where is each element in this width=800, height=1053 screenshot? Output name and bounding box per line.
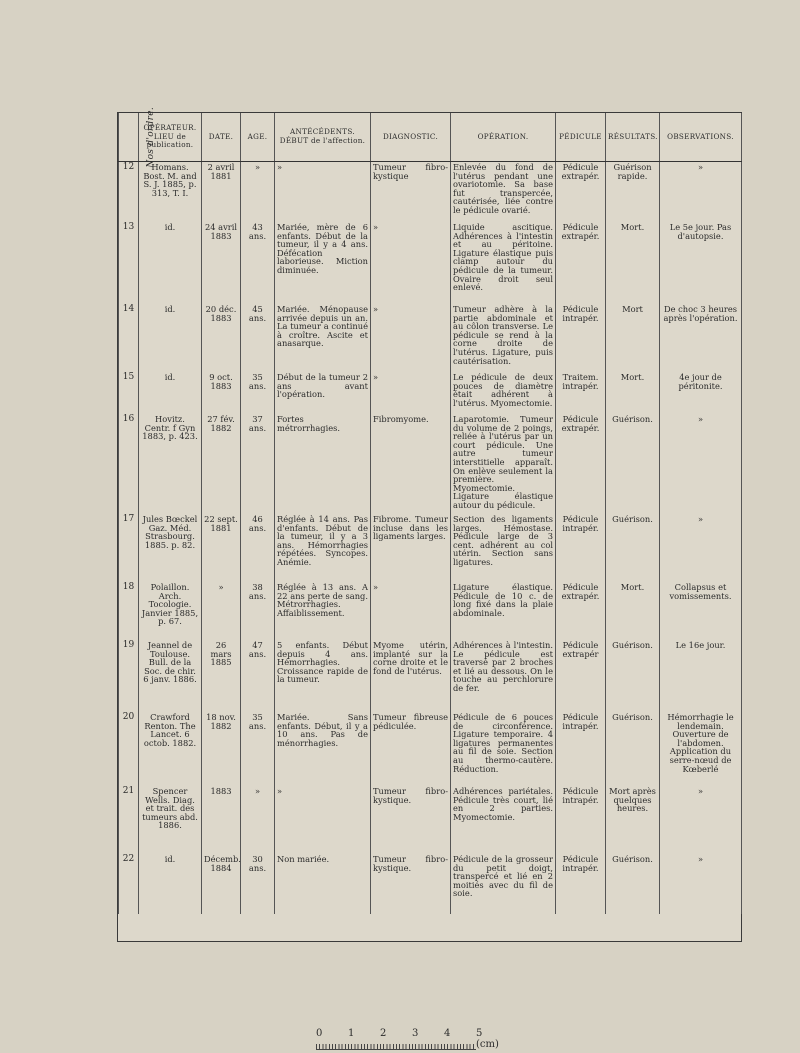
pedicule-cell: Pédicule extrapér.	[556, 414, 606, 514]
case-number: 14	[119, 304, 139, 372]
result-cell: Guérison.	[606, 854, 660, 914]
age-cell: »	[241, 162, 275, 223]
operation-cell: Enlevée du fond de l'utérus pendant une ovariotomie. Sa base fut transpercée, cautérisée, liée contre le pédicule ovarié.	[451, 162, 556, 223]
age-cell: 46 ans.	[241, 514, 275, 582]
case-number: 17	[119, 514, 139, 582]
pedicule-cell: Pédicule intrapér.	[556, 514, 606, 582]
operator-cell: Jules Bœckel Gaz. Méd. Strasbourg. 1885. p. 82.	[139, 514, 202, 582]
observations-cell: Hémorrhagie le lendemain. Ouverture de l'abdomen. Application du serre-nœud de Kœberlé	[660, 712, 742, 786]
pedicule-cell: Pédicule intrapér.	[556, 304, 606, 372]
header-antecedents: ANTÉCÉDENTS. DÉBUT de l'affection.	[275, 113, 371, 162]
result-cell: Guérison.	[606, 712, 660, 786]
age-cell: 43 ans.	[241, 222, 275, 304]
table-row	[119, 414, 742, 514]
antecedents-cell: Mariée. Sans enfants. Début, il y a 10 ans. Pas de ménorrhagies.	[275, 712, 371, 786]
date-cell: 2 avril 1881	[202, 162, 241, 223]
result-cell: Guérison rapide.	[606, 162, 660, 223]
case-number: 21	[119, 786, 139, 854]
result-cell: Mort	[606, 304, 660, 372]
operation-cell: Laparotomie. Tumeur du volume de 2 poings, reliée à l'utérus par un court pédicule. Une autre tumeur interstitielle apparaît. On enlève seulement la première. Myomectomie. Ligature élastique autour du pédicule.	[451, 414, 556, 514]
result-cell: Guérison.	[606, 414, 660, 514]
operator-cell: id.	[139, 222, 202, 304]
header-pedicule: PÉDICULE	[556, 113, 606, 162]
antecedents-cell: Mariée. Ménopause arrivée depuis un an. La tumeur a continué à croître. Ascite et anasarque.	[275, 304, 371, 372]
case-number: 22	[119, 854, 139, 914]
case-number: 16	[119, 414, 139, 514]
age-cell: 38 ans.	[241, 582, 275, 640]
case-number: 18	[119, 582, 139, 640]
operator-cell: id.	[139, 372, 202, 414]
pedicule-cell: Pédicule intrapér.	[556, 786, 606, 854]
header-operateur: OPÉRATEUR. LIEU de publication.	[139, 113, 202, 162]
case-number: 15	[119, 372, 139, 414]
table-row	[119, 854, 742, 914]
scale-ruler	[316, 1044, 476, 1050]
age-cell: 35 ans.	[241, 712, 275, 786]
date-cell: 26 mars 1885	[202, 640, 241, 712]
header-resultats: RÉSULTATS.	[606, 113, 660, 162]
age-cell: 35 ans.	[241, 372, 275, 414]
result-cell: Mort.	[606, 222, 660, 304]
scale-bar	[316, 1028, 506, 1050]
case-number: 12	[119, 162, 139, 223]
diagnostic-cell: Fibromyome.	[371, 414, 451, 514]
table-row	[119, 222, 742, 304]
pedicule-cell: Pédicule intrapér.	[556, 854, 606, 914]
scale-tick-0: 0	[316, 1028, 323, 1039]
operation-cell: Section des ligaments larges. Hémostase. Pédicule large de 3 cent. adhérent au col utérin. Section sans ligatures.	[451, 514, 556, 582]
age-cell: 45 ans.	[241, 304, 275, 372]
operator-cell: id.	[139, 304, 202, 372]
header-diagnostic: DIAGNOSTIC.	[371, 113, 451, 162]
result-cell: Guérison.	[606, 640, 660, 712]
result-cell: Guérison.	[606, 514, 660, 582]
observations-cell: »	[660, 162, 742, 223]
observations-cell: »	[660, 514, 742, 582]
operation-cell: Adhérences pariétales. Pédicule très court, lié en 2 parties. Myomectomie.	[451, 786, 556, 854]
age-cell: 37 ans.	[241, 414, 275, 514]
header-date: DATE.	[202, 113, 241, 162]
antecedents-cell: Mariée, mère de 6 enfants. Début de la tumeur, il y a 4 ans. Défécation laborieuse. Miction diminuée.	[275, 222, 371, 304]
scale-tick-3: 3	[412, 1028, 419, 1039]
scale-tick-1: 1	[348, 1028, 355, 1039]
case-number: 19	[119, 640, 139, 712]
age-cell: 47 ans.	[241, 640, 275, 712]
operation-cell: Tumeur adhère à la partie abdominale et au côlon transverse. Le pédicule se rend à la corne droite de l'utérus. Ligature, puis cautérisation.	[451, 304, 556, 372]
date-cell: 1883	[202, 786, 241, 854]
antecedents-cell: Fortes métrorrhagies.	[275, 414, 371, 514]
table-row	[119, 304, 742, 372]
operation-cell: Pédicule de la grosseur du petit doigt, transpercé et lié en 2 moitiés avec du fil de soie.	[451, 854, 556, 914]
pedicule-cell: Pédicule extrapér.	[556, 582, 606, 640]
header-ordre: Nos d'ordre.	[119, 113, 139, 162]
table-row	[119, 162, 742, 223]
case-number: 20	[119, 712, 139, 786]
operation-cell: Ligature élastique. Pédicule de 10 c. de long fixé dans la plaie abdominale.	[451, 582, 556, 640]
result-cell: Mort.	[606, 372, 660, 414]
header-row	[119, 113, 742, 162]
operator-cell: Polaillon. Arch. Tocologie. Janvier 1885, p. 67.	[139, 582, 202, 640]
date-cell: 20 déc. 1883	[202, 304, 241, 372]
antecedents-cell: 5 enfants. Début depuis 4 ans. Hémorrhagies. Croissance rapide de la tumeur.	[275, 640, 371, 712]
date-cell: 22 sept. 1881	[202, 514, 241, 582]
diagnostic-cell: Tumeur fibro-kystique.	[371, 786, 451, 854]
diagnostic-cell: Tumeur fibreuse pédiculée.	[371, 712, 451, 786]
operation-cell: Liquide ascitique. Adhérences à l'intestin et au péritoine. Ligature élastique puis clamp autour du pédicule de la tumeur. Ovaire droit seul enlevé.	[451, 222, 556, 304]
observations-cell: De choc 3 heures après l'opération.	[660, 304, 742, 372]
scale-tick-2: 2	[380, 1028, 387, 1039]
date-cell: 27 fév. 1882	[202, 414, 241, 514]
observations-cell: Le 16e jour.	[660, 640, 742, 712]
table-row	[119, 640, 742, 712]
date-cell: 18 nov. 1882	[202, 712, 241, 786]
scale-tick-4: 4	[444, 1028, 451, 1039]
operator-cell: Hovitz. Centr. f Gyn 1883, p. 423.	[139, 414, 202, 514]
operator-cell: id.	[139, 854, 202, 914]
pedicule-cell: Pédicule extrapér.	[556, 222, 606, 304]
diagnostic-cell: Fibrome. Tumeur incluse dans les ligaments larges.	[371, 514, 451, 582]
table-row	[119, 514, 742, 582]
pedicule-cell: Pédicule intrapér.	[556, 712, 606, 786]
observations-cell: »	[660, 786, 742, 854]
observations-cell: »	[660, 414, 742, 514]
antecedents-cell: Début de la tumeur 2 ans avant l'opération.	[275, 372, 371, 414]
operation-cell: Pédicule de 6 pouces de circonférence. Ligature temporaire. 4 ligatures permanentes au fil de soie. Section au thermo-cautère. Réduction.	[451, 712, 556, 786]
table-row	[119, 786, 742, 854]
diagnostic-cell: »	[371, 582, 451, 640]
table-row	[119, 372, 742, 414]
observations-cell: »	[660, 854, 742, 914]
table-sheet	[117, 106, 742, 942]
pedicule-cell: Traitem. intrapér.	[556, 372, 606, 414]
diagnostic-cell: »	[371, 304, 451, 372]
result-cell: Mort.	[606, 582, 660, 640]
diagnostic-cell: Myome utérin, implanté sur la corne droite et le fond de l'utérus.	[371, 640, 451, 712]
antecedents-cell: Non mariée.	[275, 854, 371, 914]
age-cell: »	[241, 786, 275, 854]
operator-cell: Homans. Bost. M. and S. J. 1885, p. 313, T. I.	[139, 162, 202, 223]
operation-cell: Adhérences à l'intestin. Le pédicule est traversé par 2 broches et lié au dessous. On le touche au perchlorure de fer.	[451, 640, 556, 712]
operator-cell: Crawford Renton. The Lancet. 6 octob. 1882.	[139, 712, 202, 786]
antecedents-cell: »	[275, 162, 371, 223]
pedicule-cell: Pédicule extrapér	[556, 640, 606, 712]
antecedents-cell: Réglée à 13 ans. A 22 ans perte de sang. Métrorrhagies. Affaiblissement.	[275, 582, 371, 640]
header-operation: OPÉRATION.	[451, 113, 556, 162]
table-row	[119, 582, 742, 640]
date-cell: 24 avril 1883	[202, 222, 241, 304]
date-cell: »	[202, 582, 241, 640]
diagnostic-cell: Tumeur fibro-kystique	[371, 162, 451, 223]
diagnostic-cell: »	[371, 372, 451, 414]
age-cell: 30 ans.	[241, 854, 275, 914]
header-age: AGE.	[241, 113, 275, 162]
header-observations: OBSERVATIONS.	[660, 113, 742, 162]
observations-cell: Collapsus et vomissements.	[660, 582, 742, 640]
operator-cell: Jeannel de Toulouse. Bull. de la Soc. de chir. 6 janv. 1886.	[139, 640, 202, 712]
operation-cell: Le pédicule de deux pouces de diamètre était adhérent à l'utérus. Myomectomie.	[451, 372, 556, 414]
scale-tick-5: 5 (cm)	[476, 1028, 499, 1050]
observations-cell: Le 5e jour. Pas d'autopsie.	[660, 222, 742, 304]
pedicule-cell: Pédicule extrapér.	[556, 162, 606, 223]
diagnostic-cell: »	[371, 222, 451, 304]
antecedents-cell: Réglée à 14 ans. Pas d'enfants. Début de la tumeur, il y a 3 ans. Hémorrhagies répétées. Syncopes. Anémie.	[275, 514, 371, 582]
date-cell: Décemb. 1884	[202, 854, 241, 914]
antecedents-cell: »	[275, 786, 371, 854]
diagnostic-cell: Tumeur fibro-kystique.	[371, 854, 451, 914]
operator-cell: Spencer Wells. Diag. et trait. des tumeurs abd. 1886.	[139, 786, 202, 854]
case-number: 13	[119, 222, 139, 304]
cases-table	[118, 106, 742, 914]
date-cell: 9 oct. 1883	[202, 372, 241, 414]
result-cell: Mort après quelques heures.	[606, 786, 660, 854]
observations-cell: 4e jour de péritonite.	[660, 372, 742, 414]
table-row	[119, 712, 742, 786]
